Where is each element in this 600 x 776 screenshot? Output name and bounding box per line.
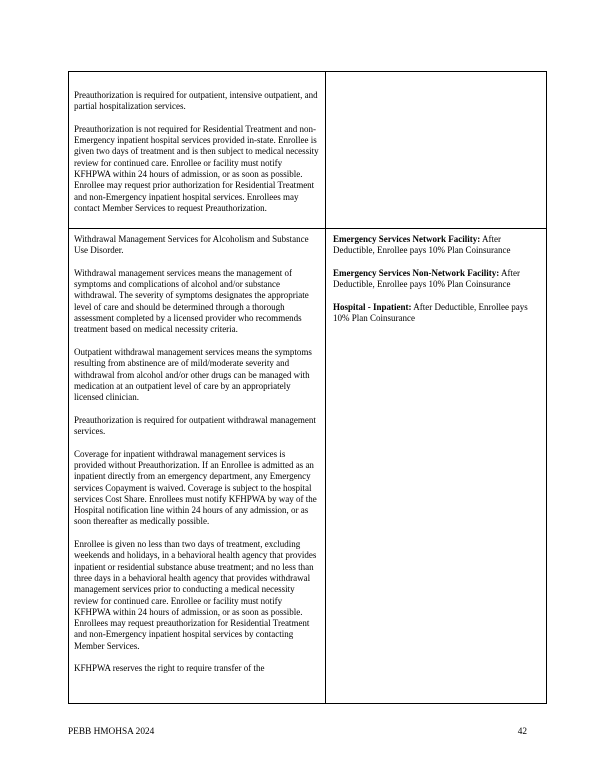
paragraph: Preauthorization is not required for Residential Treatment and non-Emergency inpatient hospital services provided in-state. Enrollee is given two days of treatment and is then subject to medical necessity review for continued care. Enrollee or facility must notify KFHPWA within 24 hours of admission, or as soon as possible. Enrollee may request prior authorization for Residential Treatment and non-Emergency inpatient hospital services. Enrollees may contact Member Services to request Preauthorization. xyxy=(74,123,319,213)
benefit-value: After Deductible, Enrollee pays 10% Plan Coinsurance xyxy=(333,267,520,290)
paragraph: Outpatient withdrawal management services means the symptoms resulting from abstinence are of mild/moderate severity and withdrawal from alcohol and/or other drugs can be managed with medication at an outpatient level of care by an appropriately licensed clinician. xyxy=(74,346,312,403)
benefit-value: After Deductible, Enrollee pays 10% Plan Coinsurance xyxy=(333,301,528,324)
footer-document-title: PEBB HMOHSA 2024 xyxy=(68,727,155,737)
page-footer xyxy=(68,727,527,738)
paragraph: KFHPWA reserves the right to require transfer of the xyxy=(74,663,265,674)
benefit-entry xyxy=(333,268,540,291)
benefit-label: Hospital - Inpatient: xyxy=(333,301,412,312)
benefit-entry xyxy=(333,234,540,257)
paragraph: Enrollee is given no less than two days of treatment, excluding weekends and holidays, in a behavioral health agency that provides inpatient or residential substance abuse treatment; and no less than three days in a behavioral health agency that provides withdrawal management services prior to conducting a medical necessity review for continued care. Enrollee or facility must notify KFHPWA within 24 hours of admission, or as soon as possible. Enrollees may request preauthorization for Residential Treatment and non-Emergency inpatient hospital services by contacting Member Services. xyxy=(74,539,317,651)
paragraph: Withdrawal management services means the management of symptoms and complications of alcohol and/or substance withdrawal. The severity of symptoms designates the appropriate level of care and should be determined through a thorough assessment completed by a licensed provider who recommends treatment based on medical necessity criteria. xyxy=(74,267,309,335)
preauthorization-text-cell xyxy=(69,72,326,228)
benefit-label: Emergency Services Non-Network Facility: xyxy=(333,267,500,278)
footer-page-number: 42 xyxy=(517,727,527,737)
paragraph: Preauthorization is required for outpatient withdrawal management services. xyxy=(74,414,316,437)
empty-cost-share-cell xyxy=(326,72,546,228)
benefit-value: After Deductible, Enrollee pays 10% Plan Coinsurance xyxy=(333,234,511,256)
benefit-entry xyxy=(333,302,540,325)
paragraph: Preauthorization is required for outpatient, intensive outpatient, and partial hospitalization services. xyxy=(74,90,318,112)
benefits-table xyxy=(68,71,547,704)
table-row-preauthorization xyxy=(69,72,546,229)
table-row-withdrawal-management xyxy=(69,229,546,703)
paragraph: Withdrawal Management Services for Alcoholism and Substance Use Disorder. xyxy=(74,234,309,256)
withdrawal-management-text-cell xyxy=(69,229,326,703)
cost-share-cell xyxy=(326,229,546,703)
benefit-label: Emergency Services Network Facility: xyxy=(333,234,481,244)
paragraph: Coverage for inpatient withdrawal management services is provided without Preauthorization. If an Enrollee is admitted as an inpatient directly from an emergency department, any Emergency services Copayment is waived. Coverage is subject to the hospital services Cost Share. Enrollees must notify KFHPWA by way of the Hospital notification line within 24 hours of any admission, or as soon thereafter as medically possible. xyxy=(74,448,317,527)
